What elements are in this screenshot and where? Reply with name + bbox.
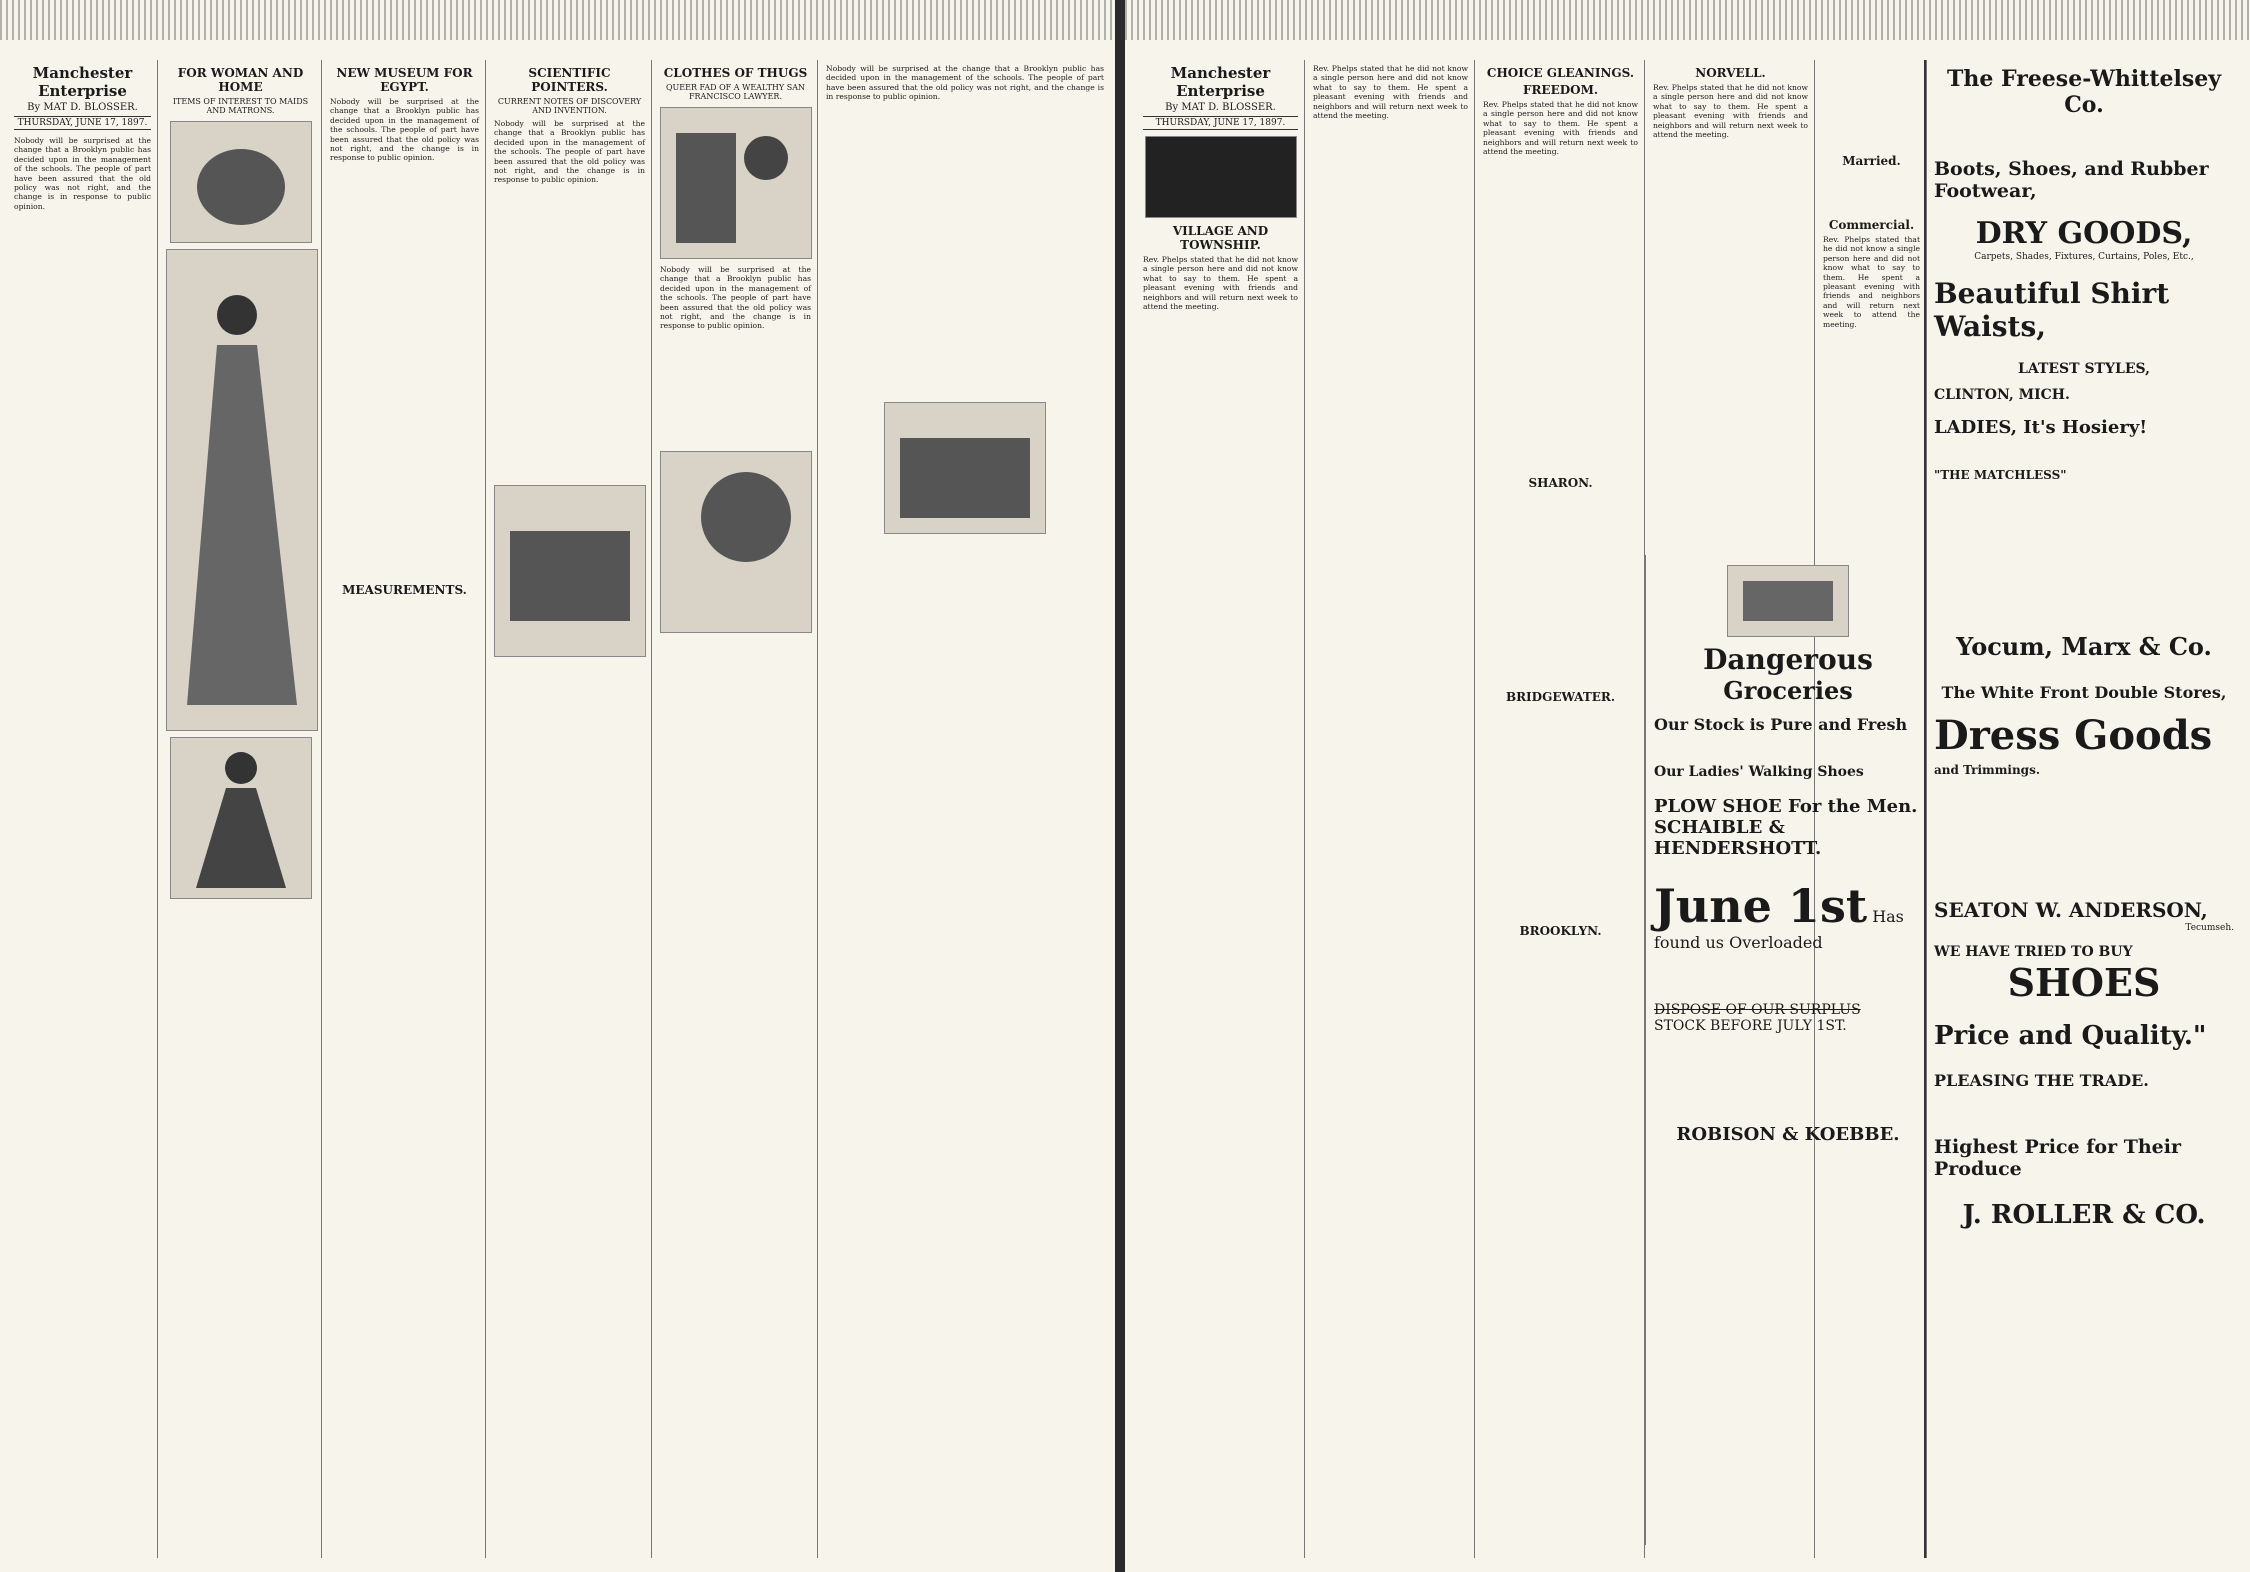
dress-illustration <box>166 249 318 731</box>
left-col-5 <box>654 60 818 1558</box>
cart-engraving <box>1733 571 1843 631</box>
byline: By MAT D. BLOSSER. <box>27 102 138 113</box>
scan-noise <box>1125 0 2250 40</box>
town-heading: SHARON. <box>1528 476 1593 491</box>
section-subheading: CURRENT NOTES OF DISCOVERY AND INVENTION. <box>497 97 642 115</box>
hat-illustration <box>181 127 301 237</box>
ad-line: "THE MATCHLESS" <box>1934 468 2067 482</box>
masthead: Manchester Enterprise <box>1170 64 1271 100</box>
ad-line: Has found us Overloaded <box>1654 907 1904 952</box>
article-text: Nobody will be surprised at the change that a Brooklyn public has decided upon in the management of the schools. The people of part have been assured that the old policy was not right, and the change is in response to public opinion. <box>14 136 151 211</box>
ad-line: CLINTON, MICH. <box>1934 387 2070 403</box>
right-page <box>1125 0 2250 1572</box>
section-heading: FOR WOMAN AND HOME <box>177 66 304 94</box>
ad-line: and Trimmings. <box>1934 763 2041 777</box>
grocery-cart-illustration <box>1727 565 1849 637</box>
grocery-ad <box>1645 555 1930 1545</box>
ad-heading: Groceries <box>1723 676 1853 705</box>
left-col-6 <box>820 60 1110 1558</box>
ad-advertiser: J. ROLLER & CO. <box>1962 1200 2206 1230</box>
ad-line: DISPOSE OF OUR SURPLUS <box>1654 1002 1861 1018</box>
ad-line: PLEASING THE TRADE. <box>1934 1071 2149 1090</box>
portrait-engraving <box>666 113 806 253</box>
article-text: Nobody will be surprised at the change that a Brooklyn public has decided upon in the management of the schools. The people of part have been assured that the old policy was not right, and the change is in response to public opinion. <box>660 265 811 331</box>
right-col-2 <box>1307 60 1475 1558</box>
ad-line: Highest Price for Their Produce <box>1934 1136 2181 1180</box>
machine-illustration <box>494 485 646 657</box>
ad-line: The White Front Double Stores, <box>1941 683 2227 702</box>
article-text: Rev. Phelps stated that he did not know a single person here and did not know what to say to them. He spent a pleasant evening with friends and neighbors and will return next week to attend the meeting. <box>1483 100 1638 157</box>
left-page <box>0 0 1115 1572</box>
section-subheading: QUEER FAD OF A WEALTHY SAN FRANCISCO LAWYER. <box>665 83 805 101</box>
left-col-2 <box>160 60 322 1558</box>
article-text: Rev. Phelps stated that he did not know a single person here and did not know what to say to them. He spent a pleasant evening with friends and neighbors and will return next week to attend the meeting. <box>1653 83 1808 140</box>
building-illustration <box>884 402 1046 534</box>
byline: By MAT D. BLOSSER. <box>1165 102 1276 113</box>
ad-line: Our Ladies' Walking Shoes <box>1654 764 1864 780</box>
lady-figure-2 <box>181 743 301 893</box>
article-text: Nobody will be surprised at the change that a Brooklyn public has decided upon in the management of the schools. The people of part have been assured that the old policy was not right, and the change is in response to public opinion. <box>494 119 645 185</box>
article-text: Rev. Phelps stated that he did not know a single person here and did not know what to say to them. He spent a pleasant evening with friends and neighbors and will return next week to attend the meeting. <box>1313 64 1468 121</box>
issue-date: THURSDAY, JUNE 17, 1897. <box>1143 116 1298 130</box>
ad-heading: SHOES <box>2007 960 2161 1005</box>
scan-noise <box>0 0 1115 40</box>
article-text: Nobody will be surprised at the change that a Brooklyn public has decided upon in the management of the schools. The people of part have been assured that the old policy was not right, and the change is in response to public opinion. <box>330 97 479 163</box>
section-heading: Commercial. <box>1828 218 1915 232</box>
figure-illustration-2 <box>170 737 312 899</box>
left-col-1 <box>8 60 158 1558</box>
illustration <box>170 121 312 243</box>
ad-heading: Price and Quality." <box>1934 1021 2207 1051</box>
lady-figure <box>167 255 317 725</box>
balloon-illustration <box>660 451 812 633</box>
ad-line: PLOW SHOE For the Men. <box>1654 796 1918 817</box>
ad-line: Carpets, Shades, Fixtures, Curtains, Poles, Etc., <box>1974 252 2194 262</box>
black-block <box>1145 136 1297 218</box>
ad-line: STOCK BEFORE JULY 1ST. <box>1654 1018 1847 1034</box>
section-heading: CHOICE GLEANINGS. <box>1486 66 1635 80</box>
ad-heading: LADIES, It's Hosiery! <box>1934 417 2148 438</box>
ad-line: Tecumseh. <box>2185 923 2234 933</box>
article-text: Nobody will be surprised at the change that a Brooklyn public has decided upon in the management of the schools. The people of part have been assured that the old policy was not right, and the change is in response to public opinion. <box>826 64 1104 102</box>
right-col-1 <box>1137 60 1305 1558</box>
ad-line: WE HAVE TRIED TO BUY <box>1934 944 2133 960</box>
left-col-4 <box>488 60 652 1558</box>
article-text: Rev. Phelps stated that he did not know a single person here and did not know what to say to them. He spent a pleasant evening with friends and neighbors and will return next week to attend the meeting. <box>1143 255 1298 312</box>
balloon-engraving <box>666 457 806 627</box>
ad-advertiser: The Freese-Whittelsey Co. <box>1946 66 2222 118</box>
page-gutter <box>1115 0 1125 1572</box>
ad-heading: Dress Goods <box>1934 712 2213 759</box>
ad-line: Our Stock is Pure and Fresh <box>1654 715 1908 734</box>
ad-advertiser: ROBISON & KOEBBE. <box>1676 1124 1900 1145</box>
ad-line: Boots, Shoes, and Rubber Footwear, <box>1934 158 2209 202</box>
town-heading: BRIDGEWATER. <box>1505 690 1616 705</box>
section-subheading: ITEMS OF INTEREST TO MAIDS AND MATRONS. <box>172 97 309 115</box>
engraving <box>500 491 640 651</box>
section-heading: MEASUREMENTS. <box>342 582 467 597</box>
left-col-3 <box>324 60 486 1558</box>
section-heading: NEW MUSEUM FOR EGYPT. <box>336 66 473 94</box>
right-ad-column <box>1924 60 2242 1558</box>
section-heading: SCIENTIFIC POINTERS. <box>528 66 611 94</box>
ad-heading: June 1st <box>1654 879 1868 933</box>
clothes-illustration <box>660 107 812 259</box>
right-col-3 <box>1477 60 1645 1558</box>
ad-heading: Beautiful Shirt Waists, <box>1934 277 2170 343</box>
town-heading: FREEDOM. <box>1522 83 1599 97</box>
town-heading: NORVELL. <box>1695 66 1766 80</box>
town-heading: BROOKLYN. <box>1519 924 1602 939</box>
ad-line: LATEST STYLES, <box>2018 361 2150 377</box>
section-heading: Married. <box>1842 154 1901 168</box>
ad-advertiser: SEATON W. ANDERSON, <box>1934 898 2208 922</box>
market-report: Rev. Phelps stated that he did not know a single person here and did not know what to say to them. He spent a pleasant evening with friends and neighbors and will return next week to attend the meeting. <box>1823 235 1920 329</box>
ad-advertiser: Yocum, Marx & Co. <box>1956 632 2212 661</box>
issue-date: THURSDAY, JUNE 17, 1897. <box>14 116 151 130</box>
ad-heading: Dangerous <box>1703 643 1873 676</box>
ad-advertiser: SCHAIBLE & HENDERSHOTT. <box>1654 817 1822 859</box>
building-engraving <box>890 408 1040 528</box>
section-heading: VILLAGE AND TOWNSHIP. <box>1172 224 1269 252</box>
masthead: Manchester Enterprise <box>32 64 133 100</box>
section-heading: CLOTHES OF THUGS <box>663 66 808 80</box>
ad-heading: DRY GOODS, <box>1975 216 2193 251</box>
